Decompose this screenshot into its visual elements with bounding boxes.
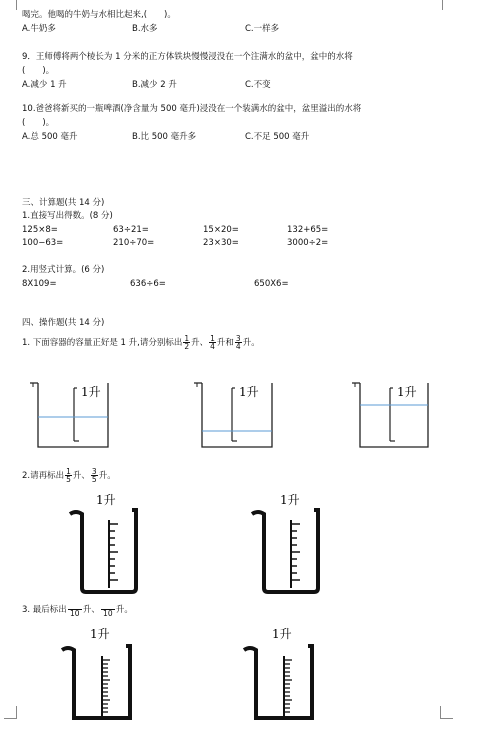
corner-mark-top-left <box>4 0 17 10</box>
q10-text: 10.爸爸将新买的一瓶啤酒(净含量为 500 毫升)浸没在一个装满水的盆中，盆里溢出的水将 <box>22 104 362 114</box>
calc-r1-c1: 125×8= <box>22 225 58 235</box>
beaker-2-label: 1升 <box>239 385 259 399</box>
vertical-calc-1: 8X109= <box>22 279 57 289</box>
fraction-1-5: $\frac{1}{5}$ <box>66 467 71 484</box>
fraction-1-4: $\frac{1}{4}$ <box>210 334 215 351</box>
fraction-3-4: $\frac{3}{4}$ <box>235 334 241 351</box>
fraction-blank-10-a: 10 <box>68 603 82 617</box>
q9-text: 9．王师傅将两个棱长为 1 分米的正方体铁块慢慢浸没在一个注满水的盆中，盆中的水将 <box>22 52 353 62</box>
beaker-3 <box>352 381 430 449</box>
q10-option-c: C.不足 500 毫升 <box>245 132 310 142</box>
measuring-cup-4-label: 1升 <box>272 627 292 641</box>
measuring-cup-2 <box>248 492 328 594</box>
measuring-cup-1 <box>66 492 146 594</box>
section3-title: 三、计算题(共 14 分) <box>22 198 105 208</box>
fraction-1-2: $\frac{1}{2}$ <box>184 334 190 351</box>
calc-r1-c3: 15×20= <box>203 225 239 235</box>
measuring-cup-4 <box>240 626 322 722</box>
calc-r1-c2: 63÷21= <box>113 225 149 235</box>
vertical-calc-3: 650X6= <box>254 279 289 289</box>
q8-text: 喝完。他喝的牛奶与水相比起来,( )。 <box>22 10 176 20</box>
q10-option-b: B.比 500 毫升多 <box>132 132 197 142</box>
beaker-2 <box>194 381 274 449</box>
fraction-blank-10-b: 10 <box>101 603 115 617</box>
beaker-1 <box>30 381 110 449</box>
corner-mark-bottom-left <box>4 706 17 719</box>
calc-r1-c4: 132+65= <box>287 225 329 235</box>
q10-option-a: A.总 500 毫升 <box>22 132 78 142</box>
section3-sub1: 1.直接写出得数。(8 分) <box>22 211 113 221</box>
vertical-calc-2: 636÷6= <box>130 279 166 289</box>
measuring-cup-2-label: 1升 <box>280 493 300 507</box>
corner-mark-bottom-right <box>440 706 453 719</box>
op-q1-text: 1. 下面容器的容量正好是 1 升,请分别标出 $\frac{1}{2}$ 升、 $\frac{1}{4}$ 升和 $\frac{3}{4}$ 升。 <box>22 334 260 351</box>
section4-title: 四、操作题(共 14 分) <box>22 318 105 328</box>
q9-option-b: B.减少 2 升 <box>132 80 177 90</box>
q8-option-a: A.牛奶多 <box>22 24 56 34</box>
fraction-3-5: $\frac{3}{5}$ <box>91 467 97 484</box>
q8-option-b: B.水多 <box>132 24 158 34</box>
q9-answer-blank: ( )。 <box>22 66 55 76</box>
measuring-cup-3 <box>58 626 140 722</box>
calc-r2-c1: 100−63= <box>22 238 64 248</box>
calc-r2-c4: 3000÷2= <box>287 238 329 248</box>
q9-option-c: C.不变 <box>245 80 271 90</box>
calc-r2-c3: 23×30= <box>203 238 239 248</box>
q10-answer-blank: ( )。 <box>22 118 55 128</box>
q9-option-a: A.减少 1 升 <box>22 80 67 90</box>
calc-r2-c2: 210÷70= <box>113 238 155 248</box>
q8-option-c: C.一样多 <box>245 24 280 34</box>
section3-sub2: 2.用竖式计算。(6 分) <box>22 265 105 275</box>
beaker-3-label: 1升 <box>397 385 417 399</box>
corner-mark-top-right <box>442 0 455 10</box>
measuring-cup-3-label: 1升 <box>90 627 110 641</box>
beaker-1-label: 1升 <box>81 385 101 399</box>
op-q2-text: 2.请再标出 $\frac{1}{5}$ 升、 $\frac{3}{5}$ 升。 <box>22 467 116 484</box>
op-q3-text: 3. 最后标出 10 升、 10 升。 <box>22 598 133 622</box>
measuring-cup-1-label: 1升 <box>96 493 116 507</box>
